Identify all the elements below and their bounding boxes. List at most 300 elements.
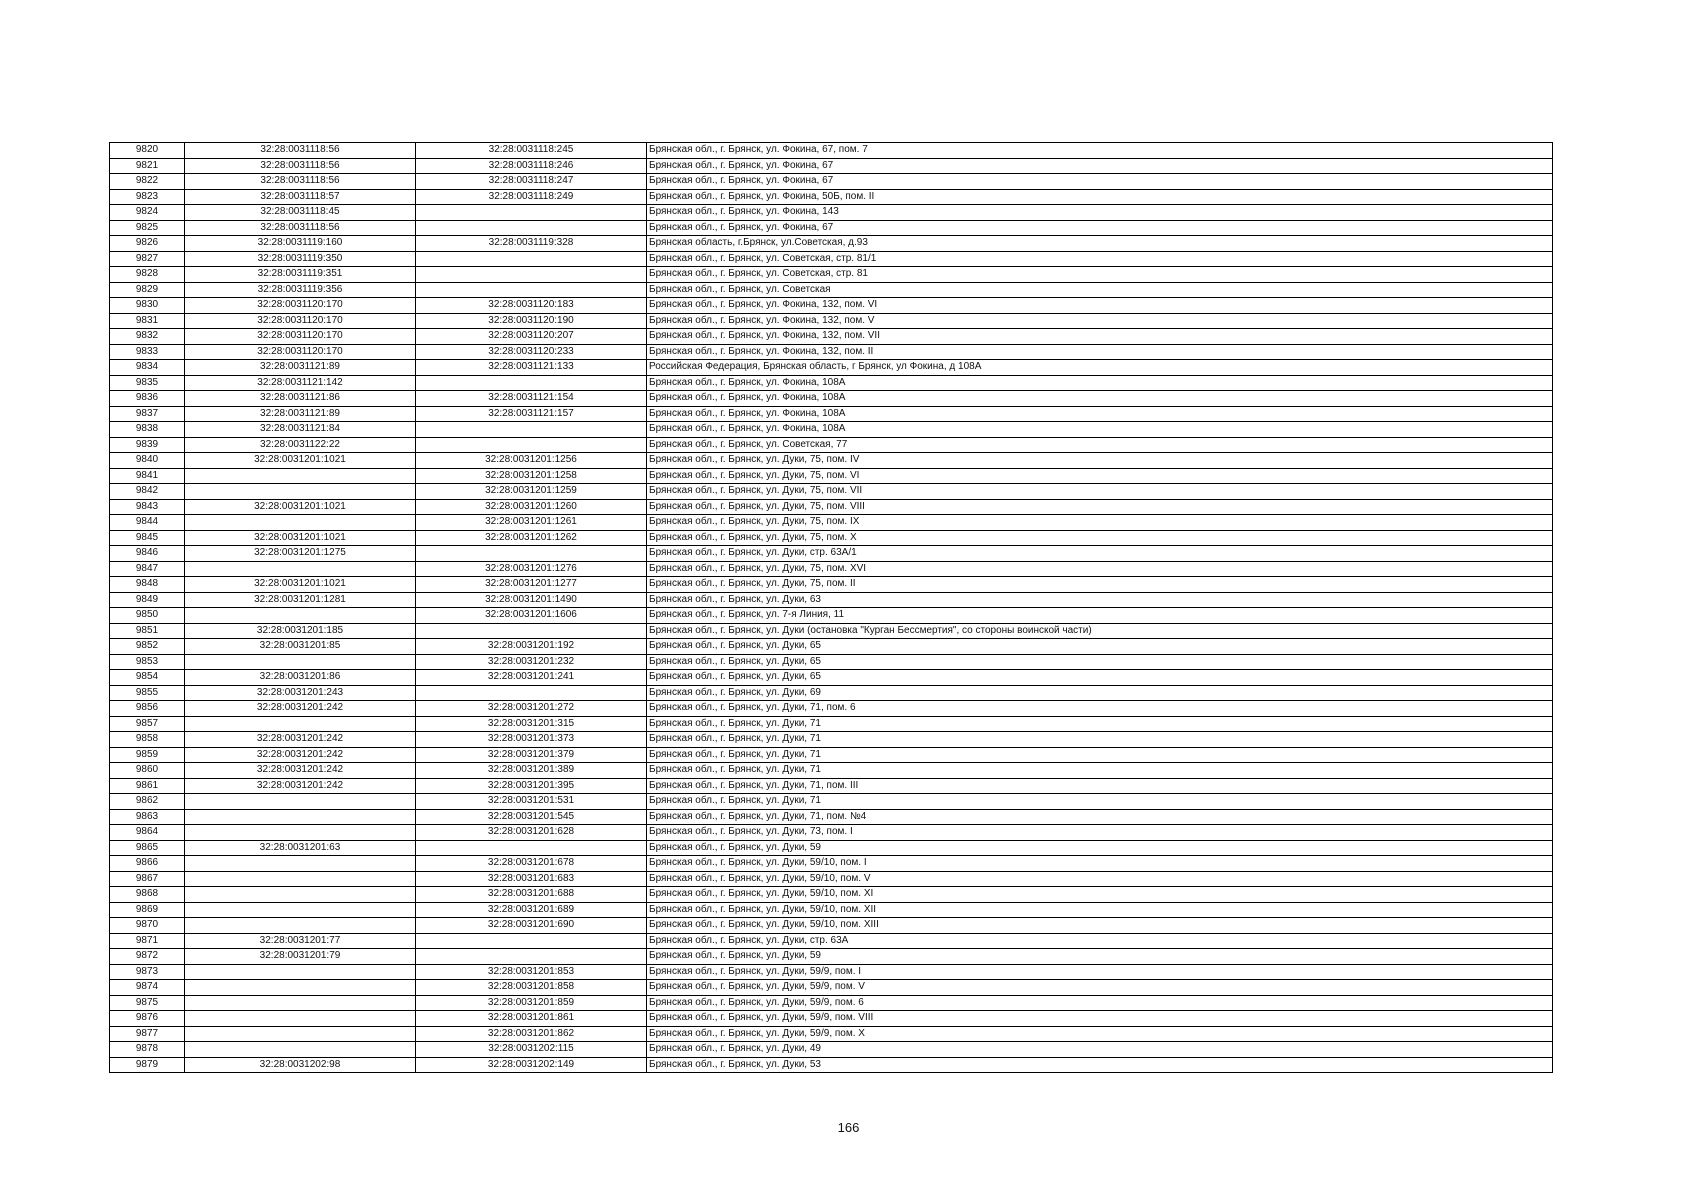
row-number-cell: 9827 [110,251,185,267]
cadastral-parent-cell: 32:28:0031121:142 [185,375,416,391]
table-row [110,437,1553,453]
table-row [110,422,1553,438]
cadastral-parent-cell: 32:28:0031119:356 [185,282,416,298]
cadastral-number-cell [416,375,647,391]
address-cell: Брянская обл., г. Брянск, ул. Дуки, 59/9, пом. 6 [647,995,1553,1011]
table-row [110,267,1553,283]
table-row [110,732,1553,748]
table-row [110,391,1553,407]
cadastral-parent-cell: 32:28:0031201:242 [185,732,416,748]
address-cell: Брянская обл., г. Брянск, ул. Фокина, 108А [647,375,1553,391]
address-cell: Брянская обл., г. Брянск, ул. Фокина, 67 [647,220,1553,236]
row-number-cell: 9879 [110,1057,185,1073]
cadastral-parent-cell [185,964,416,980]
row-number-cell: 9847 [110,561,185,577]
address-cell: Брянская обл., г. Брянск, ул. Дуки, 71 [647,716,1553,732]
cadastral-number-cell: 32:28:0031121:133 [416,360,647,376]
cadastral-number-cell [416,267,647,283]
table-row [110,220,1553,236]
cadastral-parent-cell: 32:28:0031201:77 [185,933,416,949]
row-number-cell: 9851 [110,623,185,639]
cadastral-parent-cell [185,887,416,903]
cadastral-number-cell: 32:28:0031202:115 [416,1042,647,1058]
address-cell: Брянская обл., г. Брянск, ул. Дуки, 75, пом. VI [647,468,1553,484]
cadastral-parent-cell [185,1026,416,1042]
table-row [110,887,1553,903]
row-number-cell: 9861 [110,778,185,794]
cadastral-number-cell: 32:28:0031201:1262 [416,530,647,546]
row-number-cell: 9822 [110,174,185,190]
cadastral-parent-cell [185,515,416,531]
cadastral-number-cell: 32:28:0031201:628 [416,825,647,841]
address-cell: Брянская обл., г. Брянск, ул. Дуки, 59 [647,949,1553,965]
row-number-cell: 9823 [110,189,185,205]
row-number-cell: 9872 [110,949,185,965]
address-cell: Брянская обл., г. Брянск, ул. Советская [647,282,1553,298]
cadastral-number-cell: 32:28:0031201:232 [416,654,647,670]
cadastral-number-cell: 32:28:0031201:1256 [416,453,647,469]
row-number-cell: 9849 [110,592,185,608]
row-number-cell: 9853 [110,654,185,670]
row-number-cell: 9845 [110,530,185,546]
table-row [110,344,1553,360]
cadastral-parent-cell: 32:28:0031118:56 [185,143,416,159]
cadastral-number-cell: 32:28:0031118:247 [416,174,647,190]
cadastral-parent-cell [185,856,416,872]
cadastral-number-cell [416,282,647,298]
cadastral-parent-cell: 32:28:0031121:84 [185,422,416,438]
row-number-cell: 9836 [110,391,185,407]
table-row [110,623,1553,639]
cadastral-parent-cell: 32:28:0031121:89 [185,360,416,376]
row-number-cell: 9838 [110,422,185,438]
row-number-cell: 9874 [110,980,185,996]
address-cell: Брянская обл., г. Брянск, ул. Фокина, 50Б, пом. II [647,189,1553,205]
address-cell: Российская Федерация, Брянская область, г Брянск, ул Фокина, д 108А [647,360,1553,376]
cadastral-number-cell [416,422,647,438]
cadastral-number-cell: 32:28:0031118:245 [416,143,647,159]
address-cell: Брянская обл., г. Брянск, ул. Фокина, 108А [647,391,1553,407]
row-number-cell: 9821 [110,158,185,174]
row-number-cell: 9830 [110,298,185,314]
address-cell: Брянская обл., г. Брянск, ул. Дуки, 75, пом. X [647,530,1553,546]
row-number-cell: 9876 [110,1011,185,1027]
address-cell: Брянская обл., г. Брянск, ул. Дуки, 65 [647,639,1553,655]
table-row [110,298,1553,314]
cadastral-number-cell: 32:28:0031121:157 [416,406,647,422]
cadastral-number-cell: 32:28:0031121:154 [416,391,647,407]
row-number-cell: 9826 [110,236,185,252]
row-number-cell: 9850 [110,608,185,624]
row-number-cell: 9831 [110,313,185,329]
row-number-cell: 9834 [110,360,185,376]
cadastral-parent-cell [185,825,416,841]
cadastral-parent-cell: 32:28:0031118:45 [185,205,416,221]
cadastral-number-cell [416,933,647,949]
cadastral-number-cell: 32:28:0031201:379 [416,747,647,763]
row-number-cell: 9843 [110,499,185,515]
table-row [110,282,1553,298]
row-number-cell: 9846 [110,546,185,562]
cadastral-parent-cell: 32:28:0031119:351 [185,267,416,283]
cadastral-parent-cell: 32:28:0031121:86 [185,391,416,407]
address-cell: Брянская обл., г. Брянск, ул. Фокина, 67, пом. 7 [647,143,1553,159]
address-cell: Брянская обл., г. Брянск, ул. Дуки, 71 [647,763,1553,779]
address-cell: Брянская обл., г. Брянск, ул. Дуки, 59/10, пом. XIII [647,918,1553,934]
cadastral-number-cell [416,949,647,965]
address-cell: Брянская обл., г. Брянск, ул. Фокина, 143 [647,205,1553,221]
row-number-cell: 9869 [110,902,185,918]
table-row [110,143,1553,159]
address-cell: Брянская обл., г. Брянск, ул. Фокина, 108А [647,422,1553,438]
table-row [110,701,1553,717]
address-cell: Брянская обл., г. Брянск, ул. Дуки, 65 [647,670,1553,686]
cadastral-number-cell: 32:28:0031201:241 [416,670,647,686]
cadastral-number-cell [416,685,647,701]
address-cell: Брянская обл., г. Брянск, ул. Дуки, 59/10, пом. XII [647,902,1553,918]
cadastral-number-cell [416,437,647,453]
address-cell: Брянская обл., г. Брянск, ул. Дуки, 69 [647,685,1553,701]
address-cell: Брянская обл., г. Брянск, ул. Дуки, 75, пом. IX [647,515,1553,531]
table-row [110,577,1553,593]
table-row [110,995,1553,1011]
cadastral-number-cell [416,840,647,856]
table-row [110,794,1553,810]
table-row [110,902,1553,918]
row-number-cell: 9860 [110,763,185,779]
cadastral-parent-cell: 32:28:0031201:242 [185,701,416,717]
row-number-cell: 9866 [110,856,185,872]
row-number-cell: 9825 [110,220,185,236]
row-number-cell: 9833 [110,344,185,360]
address-cell: Брянская обл., г. Брянск, ул. Дуки, 75, пом. VIII [647,499,1553,515]
cadastral-parent-cell [185,809,416,825]
cadastral-parent-cell: 32:28:0031201:63 [185,840,416,856]
cadastral-parent-cell: 32:28:0031201:79 [185,949,416,965]
cadastral-number-cell: 32:28:0031201:1277 [416,577,647,593]
cadastral-parent-cell [185,608,416,624]
table-row [110,375,1553,391]
address-cell: Брянская обл., г. Брянск, ул. Фокина, 132, пом. VII [647,329,1553,345]
row-number-cell: 9855 [110,685,185,701]
address-cell: Брянская обл., г. Брянск, ул. Дуки, 75, пом. XVI [647,561,1553,577]
address-cell: Брянская обл., г. Брянск, ул. Фокина, 132, пом. V [647,313,1553,329]
table-row [110,654,1553,670]
cadastral-parent-cell: 32:28:0031202:98 [185,1057,416,1073]
cadastral-parent-cell: 32:28:0031120:170 [185,313,416,329]
row-number-cell: 9858 [110,732,185,748]
cadastral-number-cell: 32:28:0031201:389 [416,763,647,779]
cadastral-number-cell: 32:28:0031201:689 [416,902,647,918]
address-cell: Брянская обл., г. Брянск, ул. Дуки, 71, пом. №4 [647,809,1553,825]
table-row [110,778,1553,794]
row-number-cell: 9877 [110,1026,185,1042]
cadastral-number-cell: 32:28:0031201:1490 [416,592,647,608]
cadastral-number-cell: 32:28:0031120:207 [416,329,647,345]
address-cell: Брянская обл., г. Брянск, ул. Дуки, 59/10, пом. XI [647,887,1553,903]
cadastral-number-cell: 32:28:0031201:683 [416,871,647,887]
cadastral-number-cell [416,251,647,267]
cadastral-parent-cell: 32:28:0031201:85 [185,639,416,655]
cadastral-parent-cell [185,1042,416,1058]
cadastral-number-cell: 32:28:0031201:859 [416,995,647,1011]
table-row [110,1026,1553,1042]
cadastral-parent-cell [185,561,416,577]
cadastral-number-cell: 32:28:0031201:545 [416,809,647,825]
cadastral-number-cell: 32:28:0031201:678 [416,856,647,872]
cadastral-parent-cell: 32:28:0031201:185 [185,623,416,639]
row-number-cell: 9844 [110,515,185,531]
cadastral-parent-cell [185,716,416,732]
address-cell: Брянская обл., г. Брянск, ул. Дуки, 71, пом. 6 [647,701,1553,717]
cadastral-parent-cell: 32:28:0031201:242 [185,763,416,779]
cadastral-parent-cell: 32:28:0031201:1021 [185,577,416,593]
cadastral-number-cell [416,546,647,562]
table-row [110,236,1553,252]
table-row [110,670,1553,686]
address-cell: Брянская обл., г. Брянск, ул. Советская, стр. 81 [647,267,1553,283]
table-row [110,205,1553,221]
table-row [110,825,1553,841]
row-number-cell: 9856 [110,701,185,717]
address-cell: Брянская обл., г. Брянск, ул. Дуки, 59/9, пом. I [647,964,1553,980]
cadastral-number-cell: 32:28:0031201:1261 [416,515,647,531]
cadastral-number-cell: 32:28:0031118:246 [416,158,647,174]
address-cell: Брянская обл., г. Брянск, ул. Дуки, 65 [647,654,1553,670]
cadastral-number-cell [416,205,647,221]
table-row [110,964,1553,980]
address-cell: Брянская обл., г. Брянск, ул. Дуки, 59 [647,840,1553,856]
table-row [110,685,1553,701]
records-table-body [110,143,1553,1073]
cadastral-parent-cell: 32:28:0031201:1021 [185,499,416,515]
row-number-cell: 9857 [110,716,185,732]
row-number-cell: 9873 [110,964,185,980]
cadastral-number-cell: 32:28:0031119:328 [416,236,647,252]
address-cell: Брянская обл., г. Брянск, ул. Дуки, 59/9, пом. X [647,1026,1553,1042]
row-number-cell: 9870 [110,918,185,934]
address-cell: Брянская обл., г. Брянск, ул. Дуки, стр. 63А [647,933,1553,949]
table-row [110,499,1553,515]
table-row [110,809,1553,825]
cadastral-parent-cell [185,794,416,810]
cadastral-parent-cell [185,995,416,1011]
address-cell: Брянская обл., г. Брянск, ул. Дуки, 75, пом. VII [647,484,1553,500]
cadastral-parent-cell [185,654,416,670]
table-row [110,329,1553,345]
cadastral-number-cell: 32:28:0031120:183 [416,298,647,314]
cadastral-number-cell: 32:28:0031201:862 [416,1026,647,1042]
cadastral-parent-cell: 32:28:0031119:160 [185,236,416,252]
address-cell: Брянская обл., г. Брянск, ул. Дуки, 63 [647,592,1553,608]
row-number-cell: 9820 [110,143,185,159]
cadastral-number-cell: 32:28:0031201:531 [416,794,647,810]
row-number-cell: 9829 [110,282,185,298]
cadastral-parent-cell: 32:28:0031201:243 [185,685,416,701]
row-number-cell: 9842 [110,484,185,500]
cadastral-parent-cell [185,902,416,918]
table-row [110,453,1553,469]
cadastral-number-cell: 32:28:0031201:315 [416,716,647,732]
address-cell: Брянская обл., г. Брянск, ул. Фокина, 108А [647,406,1553,422]
cadastral-number-cell: 32:28:0031201:858 [416,980,647,996]
table-row [110,1057,1553,1073]
address-cell: Брянская обл., г. Брянск, ул. Дуки, 73, пом. I [647,825,1553,841]
table-row [110,158,1553,174]
address-cell: Брянская обл., г. Брянск, ул. Фокина, 132, пом. VI [647,298,1553,314]
cadastral-number-cell: 32:28:0031201:1276 [416,561,647,577]
row-number-cell: 9865 [110,840,185,856]
cadastral-parent-cell [185,980,416,996]
table-row [110,639,1553,655]
cadastral-parent-cell: 32:28:0031201:1021 [185,530,416,546]
cadastral-parent-cell: 32:28:0031201:1275 [185,546,416,562]
address-cell: Брянская обл., г. Брянск, ул. Фокина, 67 [647,174,1553,190]
row-number-cell: 9852 [110,639,185,655]
table-row [110,918,1553,934]
row-number-cell: 9868 [110,887,185,903]
row-number-cell: 9839 [110,437,185,453]
table-row [110,406,1553,422]
cadastral-parent-cell: 32:28:0031118:56 [185,220,416,236]
cadastral-parent-cell: 32:28:0031121:89 [185,406,416,422]
address-cell: Брянская обл., г. Брянск, ул. Дуки (остановка "Курган Бессмертия", со стороны воинской части) [647,623,1553,639]
cadastral-parent-cell: 32:28:0031201:86 [185,670,416,686]
address-cell: Брянская обл., г. Брянск, ул. Дуки, 59/10, пом. V [647,871,1553,887]
cadastral-parent-cell [185,484,416,500]
cadastral-parent-cell [185,1011,416,1027]
table-row [110,360,1553,376]
table-row [110,251,1553,267]
cadastral-number-cell: 32:28:0031118:249 [416,189,647,205]
table-row [110,949,1553,965]
cadastral-parent-cell: 32:28:0031120:170 [185,344,416,360]
table-row [110,980,1553,996]
cadastral-number-cell: 32:28:0031201:1259 [416,484,647,500]
row-number-cell: 9875 [110,995,185,1011]
table-row [110,313,1553,329]
table-row [110,840,1553,856]
cadastral-number-cell: 32:28:0031201:690 [416,918,647,934]
cadastral-number-cell [416,220,647,236]
table-row [110,716,1553,732]
address-cell: Брянская обл., г. Брянск, ул. Советская, 77 [647,437,1553,453]
cadastral-parent-cell: 32:28:0031122:22 [185,437,416,453]
cadastral-parent-cell: 32:28:0031119:350 [185,251,416,267]
address-cell: Брянская обл., г. Брянск, ул. Дуки, 75, пом. IV [647,453,1553,469]
table-row [110,747,1553,763]
address-cell: Брянская обл., г. Брянск, ул. Советская, стр. 81/1 [647,251,1553,267]
records-table [109,142,1553,1073]
cadastral-parent-cell [185,871,416,887]
address-cell: Брянская обл., г. Брянск, ул. Дуки, 59/10, пом. I [647,856,1553,872]
table-row [110,561,1553,577]
row-number-cell: 9867 [110,871,185,887]
table-row [110,515,1553,531]
cadastral-number-cell: 32:28:0031201:272 [416,701,647,717]
page-number: 166 [837,1120,860,1135]
row-number-cell: 9824 [110,205,185,221]
row-number-cell: 9840 [110,453,185,469]
table-row [110,484,1553,500]
cadastral-number-cell: 32:28:0031201:192 [416,639,647,655]
row-number-cell: 9848 [110,577,185,593]
cadastral-parent-cell: 32:28:0031120:170 [185,298,416,314]
cadastral-number-cell: 32:28:0031201:861 [416,1011,647,1027]
table-row [110,933,1553,949]
table-row [110,871,1553,887]
address-cell: Брянская обл., г. Брянск, ул. Дуки, 59/9, пом. VIII [647,1011,1553,1027]
cadastral-parent-cell [185,468,416,484]
address-cell: Брянская обл., г. Брянск, ул. Дуки, 71 [647,747,1553,763]
cadastral-parent-cell [185,918,416,934]
cadastral-parent-cell: 32:28:0031118:57 [185,189,416,205]
cadastral-number-cell: 32:28:0031120:233 [416,344,647,360]
address-cell: Брянская обл., г. Брянск, ул. Дуки, 71, пом. III [647,778,1553,794]
cadastral-number-cell: 32:28:0031201:395 [416,778,647,794]
cadastral-number-cell: 32:28:0031201:373 [416,732,647,748]
cadastral-parent-cell: 32:28:0031120:170 [185,329,416,345]
address-cell: Брянская обл., г. Брянск, ул. Дуки, 71 [647,794,1553,810]
cadastral-parent-cell: 32:28:0031201:1281 [185,592,416,608]
table-row [110,608,1553,624]
row-number-cell: 9859 [110,747,185,763]
table-row [110,1042,1553,1058]
address-cell: Брянская область, г.Брянск, ул.Советская, д.93 [647,236,1553,252]
cadastral-number-cell: 32:28:0031201:688 [416,887,647,903]
cadastral-parent-cell: 32:28:0031201:242 [185,747,416,763]
address-cell: Брянская обл., г. Брянск, ул. Фокина, 132, пом. II [647,344,1553,360]
row-number-cell: 9828 [110,267,185,283]
table-row [110,1011,1553,1027]
address-cell: Брянская обл., г. Брянск, ул. Дуки, 71 [647,732,1553,748]
address-cell: Брянская обл., г. Брянск, ул. Дуки, 59/9, пом. V [647,980,1553,996]
row-number-cell: 9841 [110,468,185,484]
cadastral-parent-cell: 32:28:0031118:56 [185,174,416,190]
row-number-cell: 9871 [110,933,185,949]
table-row [110,174,1553,190]
address-cell: Брянская обл., г. Брянск, ул. Дуки, 75, пом. II [647,577,1553,593]
address-cell: Брянская обл., г. Брянск, ул. Дуки, стр. 63А/1 [647,546,1553,562]
address-cell: Брянская обл., г. Брянск, ул. 7-я Линия, 11 [647,608,1553,624]
row-number-cell: 9862 [110,794,185,810]
address-cell: Брянская обл., г. Брянск, ул. Дуки, 53 [647,1057,1553,1073]
row-number-cell: 9835 [110,375,185,391]
cadastral-number-cell: 32:28:0031201:1258 [416,468,647,484]
row-number-cell: 9878 [110,1042,185,1058]
row-number-cell: 9854 [110,670,185,686]
address-cell: Брянская обл., г. Брянск, ул. Дуки, 49 [647,1042,1553,1058]
cadastral-number-cell: 32:28:0031201:1260 [416,499,647,515]
table-row [110,856,1553,872]
cadastral-number-cell [416,623,647,639]
table-row [110,189,1553,205]
row-number-cell: 9863 [110,809,185,825]
row-number-cell: 9832 [110,329,185,345]
cadastral-parent-cell: 32:28:0031118:56 [185,158,416,174]
table-row [110,468,1553,484]
cadastral-number-cell: 32:28:0031201:853 [416,964,647,980]
address-cell: Брянская обл., г. Брянск, ул. Фокина, 67 [647,158,1553,174]
table-row [110,546,1553,562]
table-row [110,592,1553,608]
cadastral-parent-cell: 32:28:0031201:242 [185,778,416,794]
cadastral-parent-cell: 32:28:0031201:1021 [185,453,416,469]
table-row [110,530,1553,546]
cadastral-number-cell: 32:28:0031120:190 [416,313,647,329]
cadastral-number-cell: 32:28:0031201:1606 [416,608,647,624]
row-number-cell: 9837 [110,406,185,422]
